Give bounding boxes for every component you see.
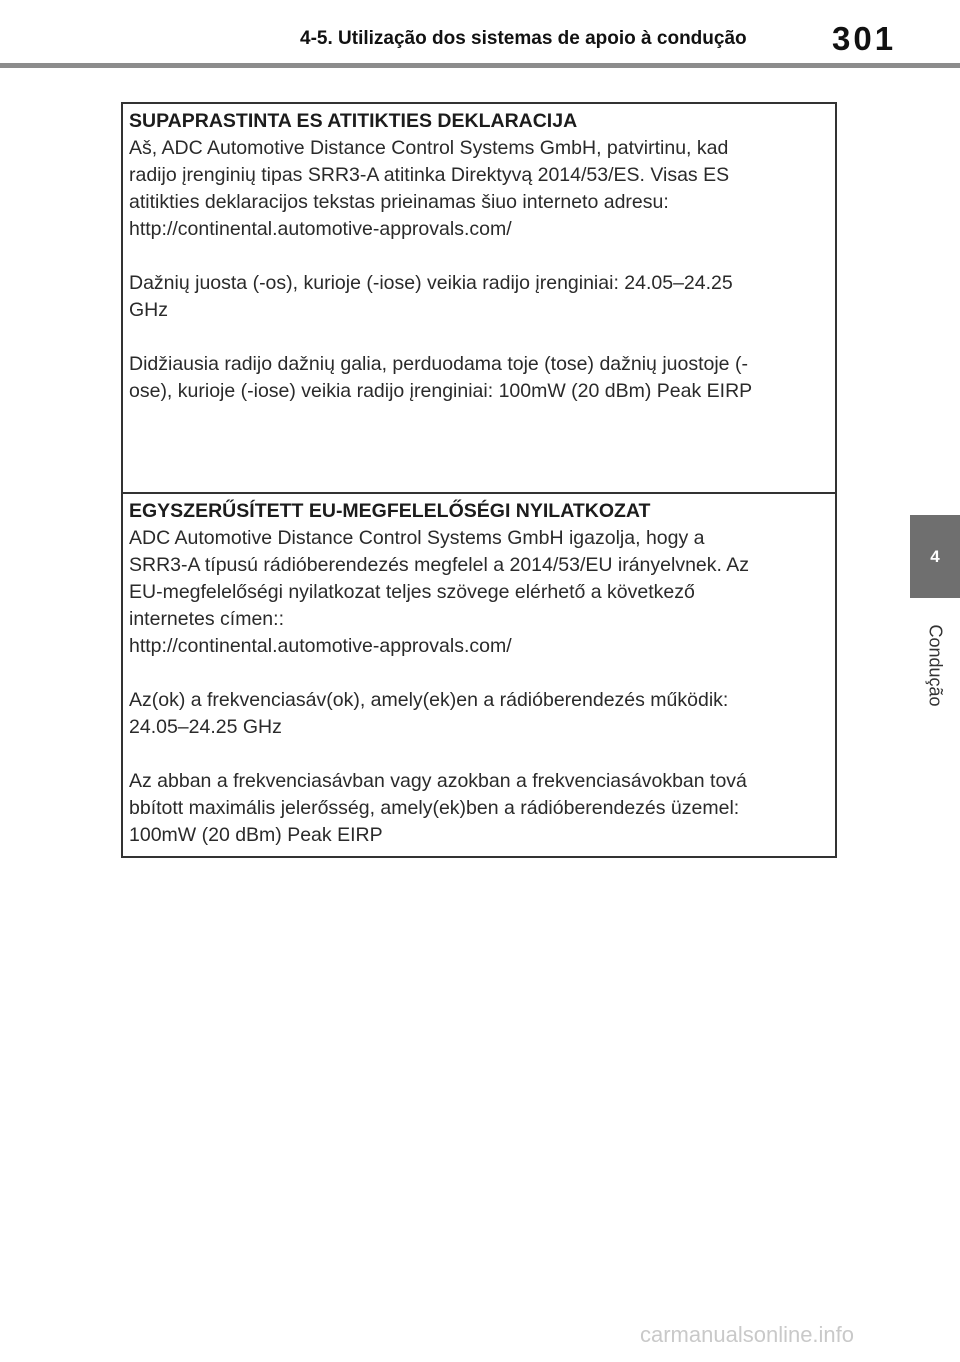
chapter-label-container <box>910 610 960 720</box>
declaration-title: SUPAPRASTINTA ES ATITIKTIES DEKLARACIJA <box>129 110 578 132</box>
chapter-number: 4 <box>930 546 940 566</box>
section-title: 4-5. Utilização dos sistemas de apoio à condução <box>300 28 747 49</box>
watermark: carmanualsonline.info <box>640 1322 855 1347</box>
declaration-paragraph: Aš, ADC Automotive Distance Control Systems GmbH, patvirtinu, kad radijo įrenginių tipas SRR3-A atitinka Direktyvą 2014/53/ES. Visas ES atitikties deklaracijos tekstas prieinamas šiuo interneto adresu: http://continental.automotive-approvals.com/ <box>129 137 730 240</box>
chapter-label: Condução <box>925 623 946 707</box>
declaration-title: EGYSZERŰSÍTETT EU-MEGFELELŐSÉGI NYILATKOZAT <box>129 500 651 522</box>
page-number: 301 <box>832 20 897 57</box>
max-power-paragraph: Didžiausia radijo dažnių galia, perduodama toje (tose) dažnių juostoje (- ose), kurioje (-iose) veikia radijo įrenginiai: 100mW (20 dBm) Peak EIRP <box>129 353 753 402</box>
max-power-paragraph: Az abban a frekvenciasávban vagy azokban a frekvenciasávokban tová bbított maximális jelerősség, amely(ek)ben a rádióberendezés üzemel: 100mW (20 dBm) Peak EIRP <box>129 770 747 846</box>
frequency-band-paragraph: Dažnių juosta (-os), kurioje (-iose) veikia radijo įrenginiai: 24.05–24.25 GHz <box>129 272 733 321</box>
declaration-paragraph: ADC Automotive Distance Control Systems GmbH igazolja, hogy a SRR3-A típusú rádióberendezés megfelel a 2014/53/EU irányelvnek. Az EU-megfelelőségi nyilatkozat teljes szövege elérhető a következő internetes címen:: http://continental.automotive-approvals.com/ <box>129 527 750 657</box>
chapter-tab[interactable] <box>910 515 960 598</box>
frequency-band-paragraph: Az(ok) a frekvenciasáv(ok), amely(ek)en a rádióberendezés működik: 24.05–24.25 GHz <box>129 689 729 738</box>
declaration-box-hungarian <box>121 492 837 858</box>
header-divider <box>0 63 960 68</box>
declaration-box-lithuanian <box>121 102 837 494</box>
